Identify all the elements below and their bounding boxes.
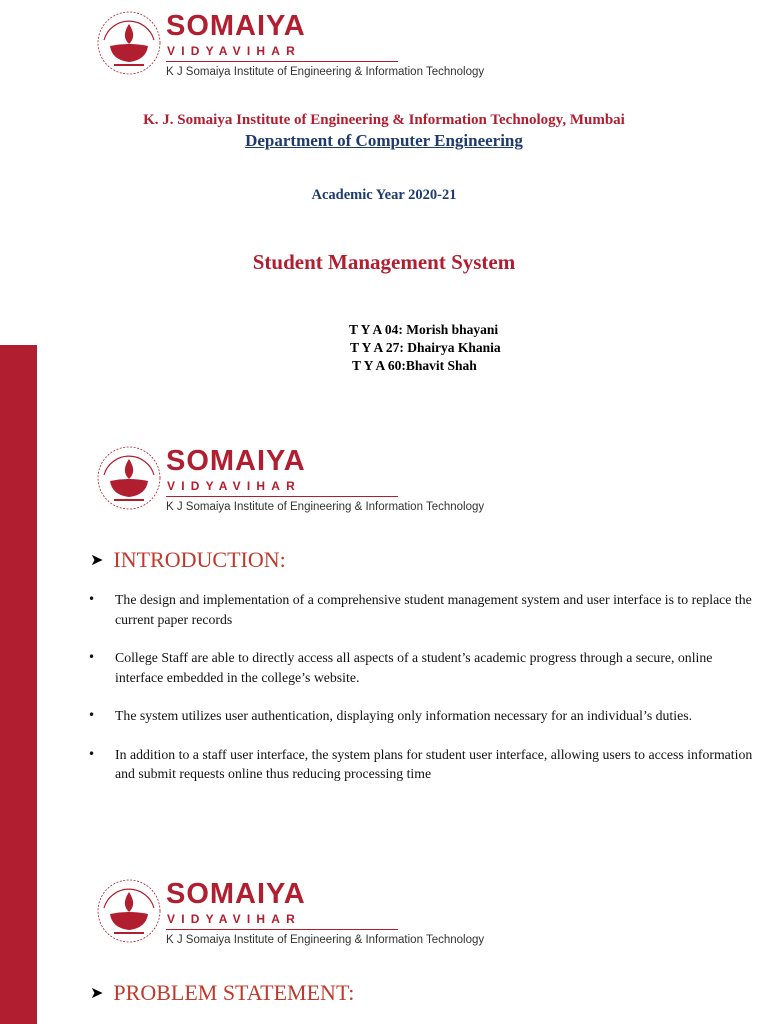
- logo-divider: [166, 61, 398, 62]
- list-item: [88, 648, 758, 687]
- section-heading-problem-statement: [90, 980, 354, 1006]
- team-members: [349, 322, 501, 376]
- somaiya-emblem-icon: [96, 878, 162, 944]
- bullet-dot-icon: •: [88, 592, 96, 606]
- bullet-text: The system utilizes user authentication, displaying only information necessary for an individual’s duties.: [115, 708, 693, 723]
- slide-accent-bar: [0, 865, 37, 1024]
- somaiya-logo: [96, 10, 506, 88]
- bullet-dot-icon: •: [88, 708, 96, 722]
- logo-wordmark: SOMAIYA: [166, 878, 306, 910]
- academic-year: Academic Year 2020-21: [311, 187, 457, 203]
- somaiya-logo: [96, 878, 506, 956]
- title-slide: [0, 0, 768, 430]
- institute-name: K. J. Somaiya Institute of Engineering & Information Technology, Mumbai: [143, 112, 625, 128]
- slide-accent-bar: [0, 430, 37, 865]
- bullet-dot-icon: •: [88, 650, 96, 664]
- bullet-dot-icon: •: [88, 746, 96, 761]
- logo-subword: VIDYAVIHAR: [167, 44, 302, 58]
- project-title: Student Management System: [252, 250, 516, 274]
- introduction-bullets: [88, 590, 758, 803]
- department-name-text: Department of Computer Engineering: [245, 131, 523, 150]
- slide-accent-bar: [0, 345, 37, 430]
- problem-statement-slide: [0, 865, 768, 1024]
- somaiya-logo: [96, 445, 506, 523]
- logo-tagline: K J Somaiya Institute of Engineering & Information Technology: [166, 501, 485, 513]
- logo-tagline: K J Somaiya Institute of Engineering & Information Technology: [166, 934, 485, 946]
- somaiya-emblem-icon: [96, 445, 162, 511]
- arrow-bullet-icon: ➤: [90, 983, 104, 1002]
- bullet-text: The design and implementation of a comprehensive student management system and user interface is to replace the current paper records: [115, 592, 752, 627]
- logo-wordmark: SOMAIYA: [166, 10, 306, 42]
- logo-divider: [166, 929, 398, 930]
- section-heading-introduction: [90, 547, 286, 573]
- logo-tagline: K J Somaiya Institute of Engineering & Information Technology: [166, 66, 485, 78]
- bullet-text: In addition to a staff user interface, the system plans for student user interface, allowing users to access information and submit requests online thus reducing processing time: [115, 746, 753, 781]
- heading-text: INTRODUCTION:: [113, 547, 286, 572]
- logo-subword: VIDYAVIHAR: [167, 479, 302, 493]
- logo-divider: [166, 496, 398, 497]
- team-member: T Y A 60:Bhavit Shah: [352, 358, 477, 373]
- logo-wordmark: SOMAIYA: [166, 445, 306, 477]
- arrow-bullet-icon: ➤: [90, 550, 104, 569]
- bullet-text: College Staff are able to directly access all aspects of a student’s academic progress through a secure, online interface embedded in the college’s website.: [115, 650, 713, 685]
- list-item: [88, 745, 758, 784]
- team-member: T Y A 04: Morish bhayani: [349, 322, 499, 337]
- heading-text: PROBLEM STATEMENT:: [113, 980, 355, 1005]
- list-item: [88, 590, 758, 629]
- team-member: T Y A 27: Dhairya Khania: [350, 340, 501, 355]
- logo-subword: VIDYAVIHAR: [167, 912, 302, 926]
- department-name: [0, 131, 768, 151]
- somaiya-emblem-icon: [96, 10, 162, 76]
- list-item: [88, 706, 758, 726]
